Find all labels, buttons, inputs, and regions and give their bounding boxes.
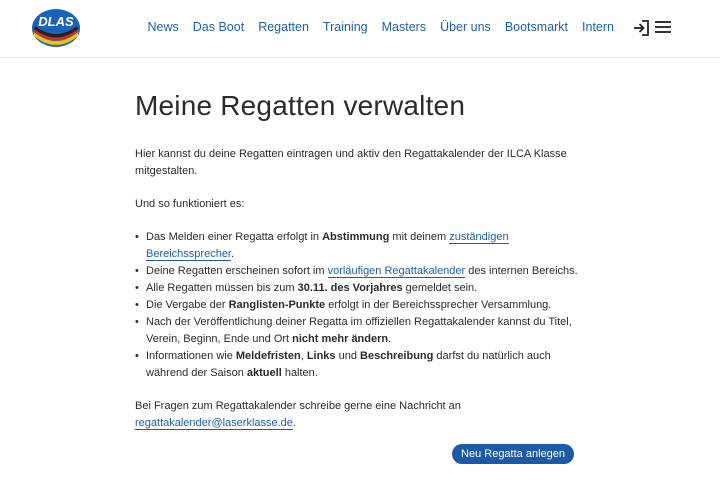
nav-regatten[interactable]: Regatten xyxy=(258,20,309,34)
main-nav xyxy=(134,20,615,34)
login-icon[interactable] xyxy=(632,19,650,37)
list-item: • Die Vergabe der Ranglisten-Punkte erfolgt in der Bereichssprecher Versammlung. xyxy=(135,297,585,314)
list-item: • Alle Regatten müssen bis zum 30.11. des Vorjahres gemeldet sein. xyxy=(135,280,585,297)
contact-email-link[interactable]: regattakalender@laserklasse.de xyxy=(135,417,293,429)
regattakalender-link[interactable]: vorläufigen Regattakalender xyxy=(327,265,466,277)
hamburger-menu-icon[interactable] xyxy=(655,21,671,35)
nav-masters[interactable]: Masters xyxy=(381,20,427,34)
intro-text: Hier kannst du deine Regatten eintragen und aktiv den Regattakalender der ILCA Klasse mitgestalten. xyxy=(135,148,567,177)
list-item: • Informationen wie Meldefristen, Links und Beschreibung darfst du natürlich auch während der Saison aktuell halten. xyxy=(135,348,585,382)
contact-text: Bei Fragen zum Regattakalender schreibe gerne eine Nachricht an regattakalender@laserklasse.de. xyxy=(135,400,461,429)
list-item: • Deine Regatten erscheinen sofort im vorläufigen Regattakalender des internen Bereichs. xyxy=(135,263,585,280)
page-title: Meine Regatten verwalten xyxy=(135,90,466,121)
bereichssprecher-link[interactable]: zuständigen Bereichssprecher xyxy=(146,231,509,260)
nav-ueber-uns[interactable]: Über uns xyxy=(440,20,491,34)
nav-intern[interactable]: Intern xyxy=(582,20,614,34)
main-content xyxy=(135,90,585,448)
site-header xyxy=(0,0,720,58)
new-regatta-button[interactable]: Neu Regatta anlegen xyxy=(452,444,574,464)
how-it-works-heading: Und so funktioniert es: xyxy=(135,198,245,210)
nav-das-boot[interactable]: Das Boot xyxy=(192,20,245,34)
rules-list xyxy=(135,229,585,382)
nav-training[interactable]: Training xyxy=(322,20,368,34)
nav-bootsmarkt[interactable]: Bootsmarkt xyxy=(504,20,569,34)
list-item: • Das Melden einer Regatta erfolgt in Abstimmung mit deinem zuständigen Bereichssprecher. xyxy=(135,229,585,263)
list-item: • Nach der Veröffentlichung deiner Regatta im offiziellen Regattakalender kannst du Titel, Verein, Beginn, Ende und Ort nicht mehr ändern. xyxy=(135,314,585,348)
dlas-logo[interactable] xyxy=(30,6,82,50)
nav-news[interactable]: News xyxy=(147,20,179,34)
svg-text:DLAS: DLAS xyxy=(38,14,74,29)
